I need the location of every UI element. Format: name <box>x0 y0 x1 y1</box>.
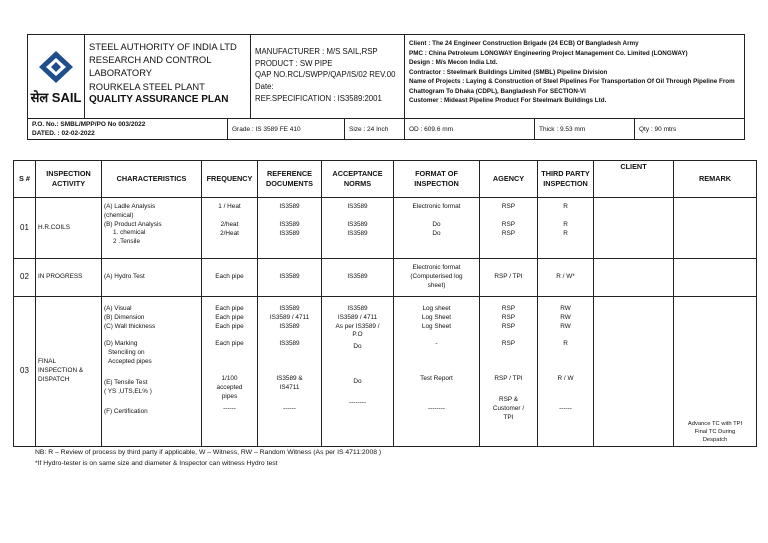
col-reference: REFERENCE DOCUMENTS <box>258 161 322 198</box>
activity: FINAL INSPECTION & DISPATCH <box>36 297 102 447</box>
po-date: DATED. : 02-02-2022 <box>32 130 95 137</box>
note-legend: NB: R – Review of process by third party if applicable, W – Witness, RW – Random Witness (As per IS 4711:2008 ) <box>35 449 382 456</box>
row-number: 02 <box>14 259 36 297</box>
inspection-table <box>13 160 757 447</box>
logo-text: सेल SAIL <box>30 89 82 105</box>
sail-logo-icon <box>36 50 76 84</box>
pmc-line: PMC : China Petroleum LONGWAY Engineering Project Management Co. Limited (LONGWAY) <box>409 49 688 57</box>
col-characteristics: CHARACTERISTICS <box>102 161 202 198</box>
characteristics: (A) Hydro Test <box>102 259 202 297</box>
footnotes <box>35 447 381 469</box>
client-block <box>405 35 745 119</box>
order-info-table <box>27 118 745 140</box>
plan-title: QUALITY ASSURANCE PLAN <box>89 93 229 105</box>
reference: IS3589 IS3589 / 4711 IS3589 IS3589 IS3589 & IS4711 ------ <box>258 297 322 447</box>
format: Electronic format (Computerised log sheet) <box>394 259 480 297</box>
grade: Grade : IS 3589 FE 410 <box>228 119 345 140</box>
col-remark: REMARK <box>674 161 757 198</box>
header-table <box>27 34 745 119</box>
reference: IS3589 <box>258 259 322 297</box>
col-acceptance: ACCEPTANCE NORMS <box>322 161 394 198</box>
table-row <box>14 297 757 447</box>
third-party: R / W* <box>538 259 594 297</box>
agency: RSP RSP RSP <box>480 198 538 259</box>
col-client: CLIENT <box>594 161 674 198</box>
client <box>594 198 674 259</box>
client-line: Client : The 24 Engineer Construction Brigade (24 ECB) Of Bangladesh Army <box>409 40 639 47</box>
manufacturer: MANUFACTURER : M/S SAIL,RSP <box>255 47 378 56</box>
col-third-party: THIRD PARTY INSPECTION <box>538 161 594 198</box>
product: PRODUCT : SW PIPE <box>255 58 333 68</box>
remark: Advance TC with TPI Final TC During Despatch <box>674 297 757 447</box>
reference: IS3589 IS3589 IS3589 <box>258 198 322 259</box>
agency: RSP RSP RSP RSP RSP / TPI RSP & Customer / TPI <box>480 297 538 447</box>
note-hydro: *If Hydro-tester is on same size and diameter & Inspector can witness Hydro test <box>35 460 278 467</box>
row-number: 03 <box>14 297 36 447</box>
col-frequency: FREQUENCY <box>202 161 258 198</box>
third-party: R R R <box>538 198 594 259</box>
col-agency: AGENCY <box>480 161 538 198</box>
format: Log sheet Log Sheet Log Sheet - Test Report -------- <box>394 297 480 447</box>
reference-spec: REF.SPECIFICATION : IS3589:2001 <box>255 93 382 103</box>
design-line: Design : M/s Mecon India Ltd. <box>409 59 498 66</box>
frequency: Each pipe <box>202 259 258 297</box>
outer-diameter: OD : 609.6 mm <box>405 119 535 140</box>
quantity: Qty : 90 mtrs <box>635 119 745 140</box>
date-label: Date: <box>255 82 274 92</box>
org-line: RESEARCH AND CONTROL <box>89 54 212 66</box>
table-row <box>14 198 757 259</box>
org-line: ROURKELA STEEL PLANT <box>89 80 205 92</box>
acceptance: IS3589 <box>322 259 394 297</box>
sail-logo <box>28 35 85 119</box>
col-activity: INSPECTION ACTIVITY <box>36 161 102 198</box>
agency: RSP / TPI <box>480 259 538 297</box>
row-number: 01 <box>14 198 36 259</box>
org-line: STEEL AUTHORITY OF INDIA LTD <box>89 41 237 52</box>
remark <box>674 198 757 259</box>
size: Size : 24 Inch <box>345 119 405 140</box>
po-number: P.O. No.: SMBL/MPP/PO No 003/2022 <box>32 121 146 128</box>
organisation-block <box>85 35 251 119</box>
org-line: LABORATORY <box>89 67 153 79</box>
third-party: RW RW RW R R / W ------ <box>538 297 594 447</box>
remark <box>674 259 757 297</box>
activity: H.R.COILS <box>36 198 102 259</box>
po-cell <box>28 119 228 140</box>
col-format: FORMAT OF INSPECTION <box>394 161 480 198</box>
header-row <box>14 161 757 198</box>
acceptance: IS3589 IS3589 / 4711 As per IS3589 / P.O Do Do -------- <box>322 297 394 447</box>
acceptance: IS3589 IS3589 IS3589 <box>322 198 394 259</box>
qap-number: QAP NO.RCL/SWPP/QAP/IS/02 REV.00 <box>255 70 396 80</box>
activity: IN PROGRESS <box>36 259 102 297</box>
customer-line: Customer : Mideast Pipeline Product For Steelmark Buildings Ltd. <box>409 97 607 104</box>
characteristics: (A) Visual (B) Dimension (C) Wall thickness (D) Marking Stenciling on Accepted pipes (E) Tensile Test ( YS ,UTS,EL% ) (F) Certification <box>102 297 202 447</box>
client <box>594 297 674 447</box>
characteristics: (A) Ladle Analysis (chemical) (B) Product Analysis 1. chemical 2 .Tensile <box>102 198 202 259</box>
thickness: Thick : 9.53 mm <box>535 119 635 140</box>
manufacturer-block <box>251 35 405 119</box>
col-sn: S # <box>14 161 36 198</box>
format: Electronic format Do Do <box>394 198 480 259</box>
projects-line: Name of Projects : Laying & Construction of Steel Pipelines For Transportation Of Oil Through Pipeline From Chattogram To Dhaka (CDPL), Bangladesh For SECTION-VI <box>409 78 735 95</box>
contractor-line: Contractor : Steelmark Buildings Limited (SMBL) Pipeline Division <box>409 68 608 76</box>
table-row <box>14 259 757 297</box>
frequency: Each pipe Each pipe Each pipe Each pipe 1/100 accepted pipes ------ <box>202 297 258 447</box>
client <box>594 259 674 297</box>
frequency: 1 / Heat 2/heat 2/Heat <box>202 198 258 259</box>
